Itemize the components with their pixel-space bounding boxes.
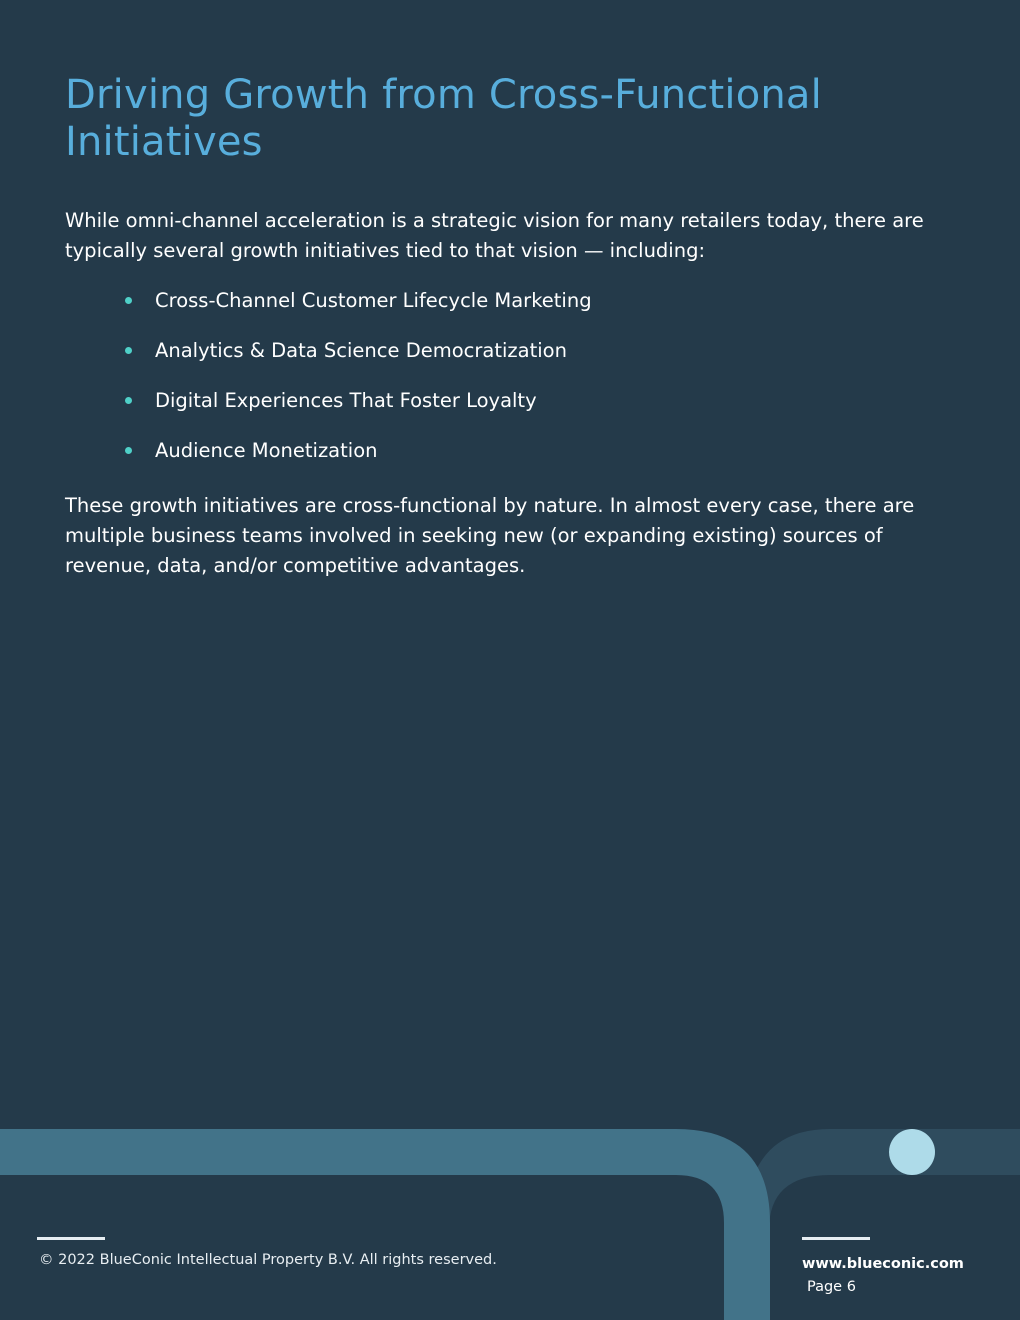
list-item-label: Analytics & Data Science Democratization: [155, 339, 567, 362]
circle-decoration-icon: [889, 1129, 935, 1175]
copyright-text: © 2022 BlueConic Intellectual Property B.V. All rights reserved.: [39, 1252, 497, 1268]
page-title: Driving Growth from Cross-Functional Initiatives: [65, 72, 822, 165]
closing-paragraph: These growth initiatives are cross-functional by nature. In almost every case, there are multiple business teams involved in seeking new (or expanding existing) sources of revenue, data, and/or competitive advantages.: [65, 494, 915, 577]
page-number: Page 6: [807, 1279, 856, 1295]
primary-track-shape: [0, 1129, 770, 1320]
footer-divider-right: [802, 1237, 870, 1240]
intro-paragraph: While omni-channel acceleration is a strategic vision for many retailers today, there are typically several growth initiatives tied to that vision — including:: [65, 209, 924, 262]
list-item-label: Cross-Channel Customer Lifecycle Marketing: [155, 289, 592, 312]
website-link[interactable]: www.blueconic.com: [802, 1256, 964, 1272]
list-item-label: Audience Monetization: [155, 439, 378, 462]
secondary-track-shape: [745, 1129, 1020, 1320]
list-item-label: Digital Experiences That Foster Loyalty: [155, 389, 537, 412]
footer-divider-left: [37, 1237, 105, 1240]
